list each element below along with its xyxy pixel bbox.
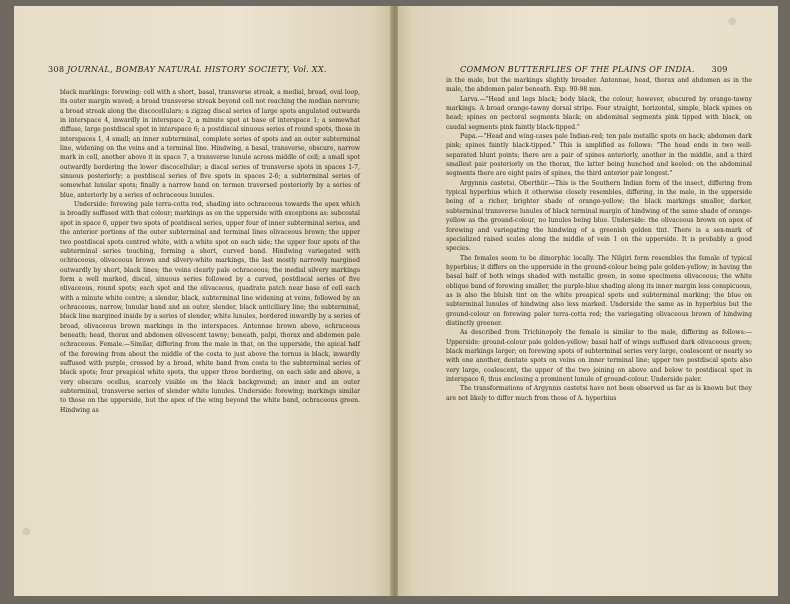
right-paragraph-5: The females seem to be dimorphic locally. The Nilgiri form resembles the female of typical hyperbius; it differs on the upperside in the ground-colour being pale golden-yellow; in having the basal half of both wings shaded with metallic green, in some specimens olivaceous; the white oblique band of forewing smaller, the purple-blue shading along its inner margin less conspicuous, as is also the bluish tint on the white preapical spots and subterminal marking; the blue on subterminal lunules of hindwing also less marked. Underside the same as in hyperbius but the ground-colour on forewing paler terra-cotta red; the variegating olivaceous brown of hindwing distinctly greener.	[446, 254, 752, 327]
right-paragraph-3: Pupa.—"Head and wing-cases pale Indian-red; ten pale metallic spots on back; abdomen dark pink; spines faintly black-tipped." This is amplified as follows: "The head ends in two well-separated blunt points; there are a pair of spines anteriorly, another in the middle, and a third smallest pair posteriorly on the thorax, the latter being hunched and keeled: on the abdominal segments there are eight pairs of spines, the third anterior pair longest."	[446, 133, 752, 178]
right-paragraph-1: in the male, but the markings slightly broader. Antennae, head, thorax and abdomen as in the male, the abdomen paler beneath. Exp. 90-98 mm.	[446, 77, 752, 94]
left-paragraph-2: Underside: forewing pale terra-cotta red, shading into ochraceous towards the apex which is broadly suffused with that colour; markings as on the upperside with exceptions as: subcostal spot in space 6, upper two spots of postdiscal series, upper four of inner subterminal series, and the anterior portions of the outer subterminal and terminal lines olivaceous brown; the upper two postdiscal spots centred white, with a white spot on each side; the upper four spots of the subterminal series touching, forming a short, curved band. Hindwing variegated with ochraceous, olivaceous brown and silvery-white markings, the last mostly narrowly margined outwardly by short, black lines; the veins clearly pale ochraceous; the medial silvery markings form a well marked, discal, sinuous series followed by a curved, postdiscal series of five olivaceous, round spots; each spot and the olivaceous, quadrate patch near base of cell each with a minute white centre; a slender, black, subterminal line widening at veins, followed by an ochraceous, narrow, lunular band and an outer, slender, black anticiliary line; the subterminal, black line margined inside by a series of slender, white lunules, bordered inwardly by a series of broad, olivaceous brown markings in the interspaces. Antennae brown above, ochraceous beneath; head, thorax and abdomen olivescent tawny; beneath, palpi, thorax and abdomen pale ochraceous. Female.—Similar, differing from the male in that, on the upperside, the apical half of the forewing from about the middle of the costa to just above the tornus is black, inwardly suffused with purple, crossed by a broad, white band from costa to the subterminal series of black spots; four preapical white spots, the upper three bordering, on each side and above, a very obscure ocellus, scarcely visible on the black background; an inner and an outer subterminal, transverse series of slender white lunules. Underside: forewing; markings similar to those on the upperside, but the apex of the wing beyond the white band, ochraceous green. Hindwing as	[60, 201, 360, 414]
watermark-mark: ●	[728, 16, 737, 27]
right-page-number: 309	[711, 64, 728, 74]
right-page	[398, 6, 778, 596]
right-page-header	[460, 64, 728, 74]
left-page	[14, 6, 392, 596]
left-paragraph-1: black markings: forewing: cell with a short, basal, transverse streak, a medial, broad, oval loop, its outer margin waved; a broad transverse streak beyond cell not reaching the median nervure; a broad streak along the discocellulars; a zigzag discal series of large spots angulated outwards in interspace 4, inwardly in interspace 2, a minute spot at base of interspace 1; a somewhat diffuse, large postdiscal spot in interspace 6; a postdiscal sinuous series of round spots, those in interspaces 1, 4 small; an inner subterminal, complete series of spots and an outer subterminal line, widening on the veins and a terminal line. Hindwing, a basal, transverse, obscure, narrow mark in cell, another above it in space 7, a transverse lunule across middle of cell; a small spot outwardly bordering the lower discocellular; a discal series of transverse spots in spaces 1-7, sinuous posteriorly; a postdiscal series of five spots in spaces 2-6; a subterminal series of somewhat lunular spots; finally a narrow band on termen traversed posteriorly by a series of blue, anteriorly by a series of ochraceous lunules.	[60, 89, 360, 199]
right-paragraph-7: The transformations of Argynnis castetsi have not been observed as far as is known but they are not likely to differ much from those of A. hyperbius	[446, 385, 752, 402]
left-page-number: 308	[48, 64, 65, 74]
left-page-body	[60, 88, 360, 415]
left-page-header	[48, 64, 327, 74]
right-paragraph-4: Argynnis castetsi, Oberthür.—This is the Southern Indian form of the insect, differing from typical hyperbius which it otherwise closely resembles, differing, in the male, in the upperside being of a richer, brighter shade of orange-yellow; the black markings smaller, darker, subterminal transverse lunules of black terminal margin of hindwing of the same shade of orange-yellow as the ground-colour, no lunules being blue. Underside: the olivaceous brown on apex of forewing and variegating the hindwing of a greenish golden tint. There is a sex-mark of specialized raised scales along the middle of vein 1 on the upperside. It is probably a good species.	[446, 179, 752, 253]
right-page-body	[446, 76, 752, 403]
left-running-title: JOURNAL, BOMBAY NATURAL HISTORY SOCIETY, Vol. XX.	[67, 64, 327, 74]
watermark-mark: ●	[22, 526, 31, 537]
right-paragraph-2: Larva.—"Head and legs black; body black, the colour, however, obscured by orange-tawny markings. A broad orange-tawny dorsal stripe. Four straight, horizontal, simple, black spines on head; spines on pectoral segments black; on abdominal segments pink tipped with black, on caudal segments pink faintly black-tipped."	[446, 95, 752, 131]
right-paragraph-6: As described from Trichinopoly the female is similar to the male, differing as follows:—Upperside: ground-colour pale golden-yellow; basal half of wings suffused dark olivaceous green; black markings larger; on forewing spots of subterminal series very large, coalescent or nearly so with one another, dentate spots on veins on inner terminal line; upper two postdiscal spots also very large, coalescent, the upper of the two joining on above and below to postdiscal spot in interspace 6, thus enclosing a prominent lunule of ground-colour. Underside paler.	[446, 329, 752, 383]
right-running-title: COMMON BUTTERFLIES OF THE PLAINS OF INDIA.	[460, 64, 695, 74]
